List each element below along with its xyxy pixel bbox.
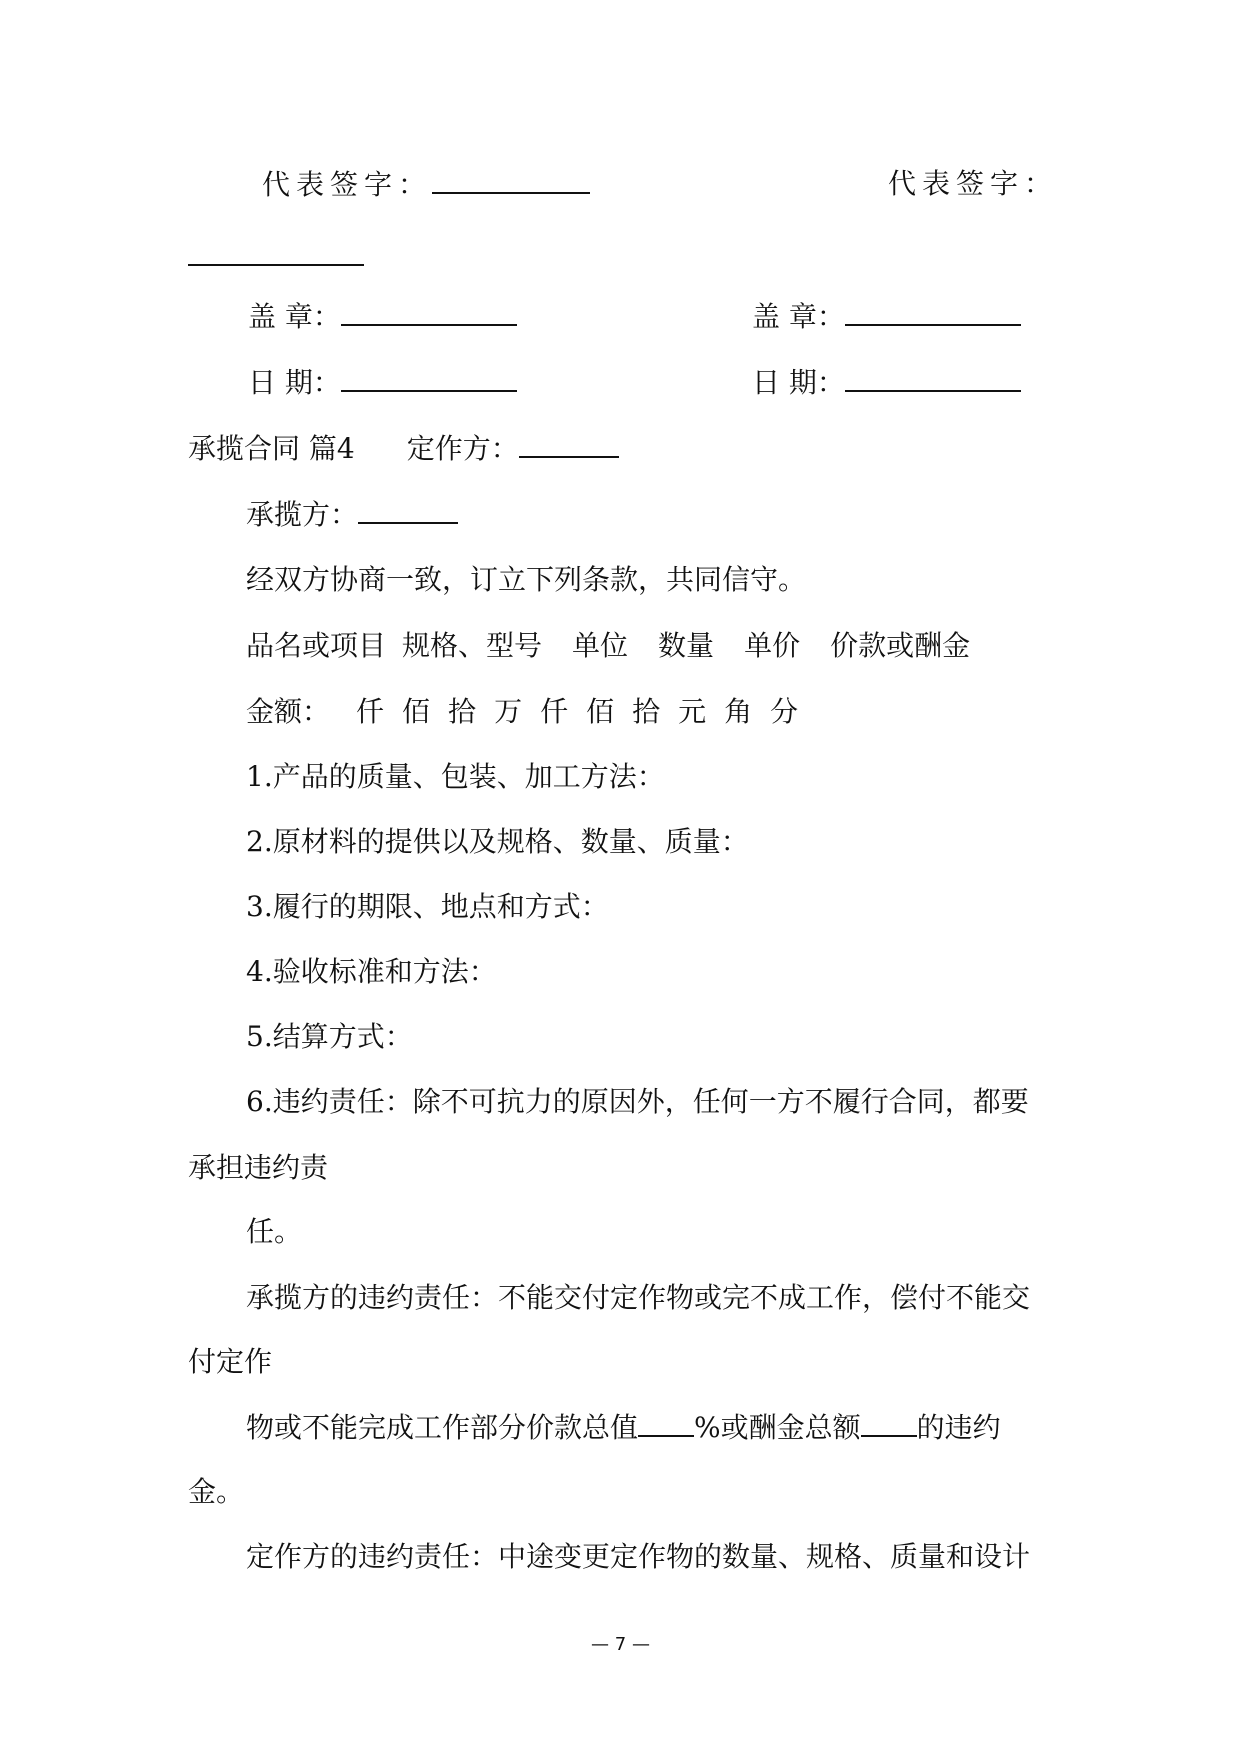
clause-1: 1.产品的质量、包装、加工方法： <box>246 760 665 793</box>
item-table-header <box>188 626 1116 666</box>
page-number: — 7 — <box>591 1634 650 1655</box>
col-amount: 价款或酬金 <box>830 629 971 662</box>
rep-signature-blank-right <box>188 236 364 266</box>
amount-unit: 分 <box>770 695 799 728</box>
clause-6-line1: 6.违约责任：除不可抗力的原因外，任何一方不履行合同，都要 <box>246 1085 1029 1118</box>
amount-unit: 拾 <box>448 695 477 728</box>
contractor-label: 承揽方： <box>246 498 359 531</box>
rep-signature-label-right: 代表签字： <box>888 167 1059 200</box>
date-blank-left <box>341 362 517 392</box>
contractor-breach-text-c: 的违约 <box>916 1411 1001 1444</box>
seal-right <box>752 296 1021 337</box>
client-breach-line1: 定作方的违约责任：中途变更定作物的数量、规格、质量和设计 <box>246 1540 1031 1573</box>
intro-paragraph: 经双方协商一致，订立下列条款，共同信守。 <box>246 563 807 596</box>
amount-unit: 佰 <box>586 695 615 728</box>
date-label-left: 日 期： <box>248 366 341 399</box>
seal-left <box>248 296 517 337</box>
date-right <box>752 362 1021 403</box>
rep-signature-blank-right-wrap <box>188 236 364 277</box>
amount-label: 金额： <box>246 695 331 728</box>
seal-label-right: 盖 章： <box>752 300 845 333</box>
col-unit: 单位 <box>572 629 629 662</box>
amount-unit: 万 <box>494 695 523 728</box>
col-spec: 规格、型号 <box>402 629 543 662</box>
clause-6-line2: 承担违约责 <box>188 1151 329 1184</box>
rep-signature-right <box>888 164 1058 204</box>
seal-label-left: 盖 章： <box>248 300 341 333</box>
seal-blank-right <box>845 296 1021 326</box>
seal-blank-left <box>341 296 517 326</box>
contractor-breach-line1: 承揽方的违约责任：不能交付定作物或完不成工作，偿付不能交 <box>246 1281 1031 1314</box>
clause-3: 3.履行的期限、地点和方式： <box>246 890 609 923</box>
clause-4: 4.验收标准和方法： <box>246 955 497 988</box>
contractor-breach-line3 <box>188 1407 1116 1448</box>
rep-signature-left <box>262 164 590 205</box>
rep-signature-label-left: 代表签字： <box>262 168 433 201</box>
contractor-breach-line4: 金。 <box>188 1475 245 1508</box>
client-blank <box>519 428 619 458</box>
clause-2: 2.原材料的提供以及规格、数量、质量： <box>246 825 749 858</box>
contractor-breach-text-a: 物或不能完成工作部分价款总值 <box>246 1411 639 1444</box>
date-blank-right <box>845 362 1021 392</box>
col-quantity: 数量 <box>658 629 715 662</box>
col-item-name: 品名或项目 <box>246 629 387 662</box>
amount-unit: 拾 <box>632 695 661 728</box>
contractor-breach-line2: 付定作 <box>188 1345 273 1378</box>
col-unit-price: 单价 <box>744 629 801 662</box>
contract-heading: 承揽合同 篇4 <box>188 432 355 465</box>
fee-blank <box>861 1407 917 1437</box>
date-left <box>248 362 517 403</box>
clause-5: 5.结算方式： <box>246 1020 413 1053</box>
contractor-breach-text-b: %或酬金总额 <box>694 1411 861 1444</box>
amount-unit: 佰 <box>402 695 431 728</box>
amount-unit: 角 <box>724 695 753 728</box>
rep-signature-blank-left <box>432 164 590 194</box>
amount-unit: 元 <box>678 695 707 728</box>
amount-row <box>188 692 1116 732</box>
client-label: 定作方： <box>406 432 519 465</box>
contractor-line <box>188 494 1116 535</box>
contractor-blank <box>358 494 458 524</box>
clause-6-line3: 任。 <box>246 1215 303 1248</box>
amount-unit: 仟 <box>356 695 385 728</box>
percent-blank <box>638 1407 694 1437</box>
amount-unit: 仟 <box>540 695 569 728</box>
contract-heading-line <box>188 428 1058 469</box>
date-label-right: 日 期： <box>752 366 845 399</box>
